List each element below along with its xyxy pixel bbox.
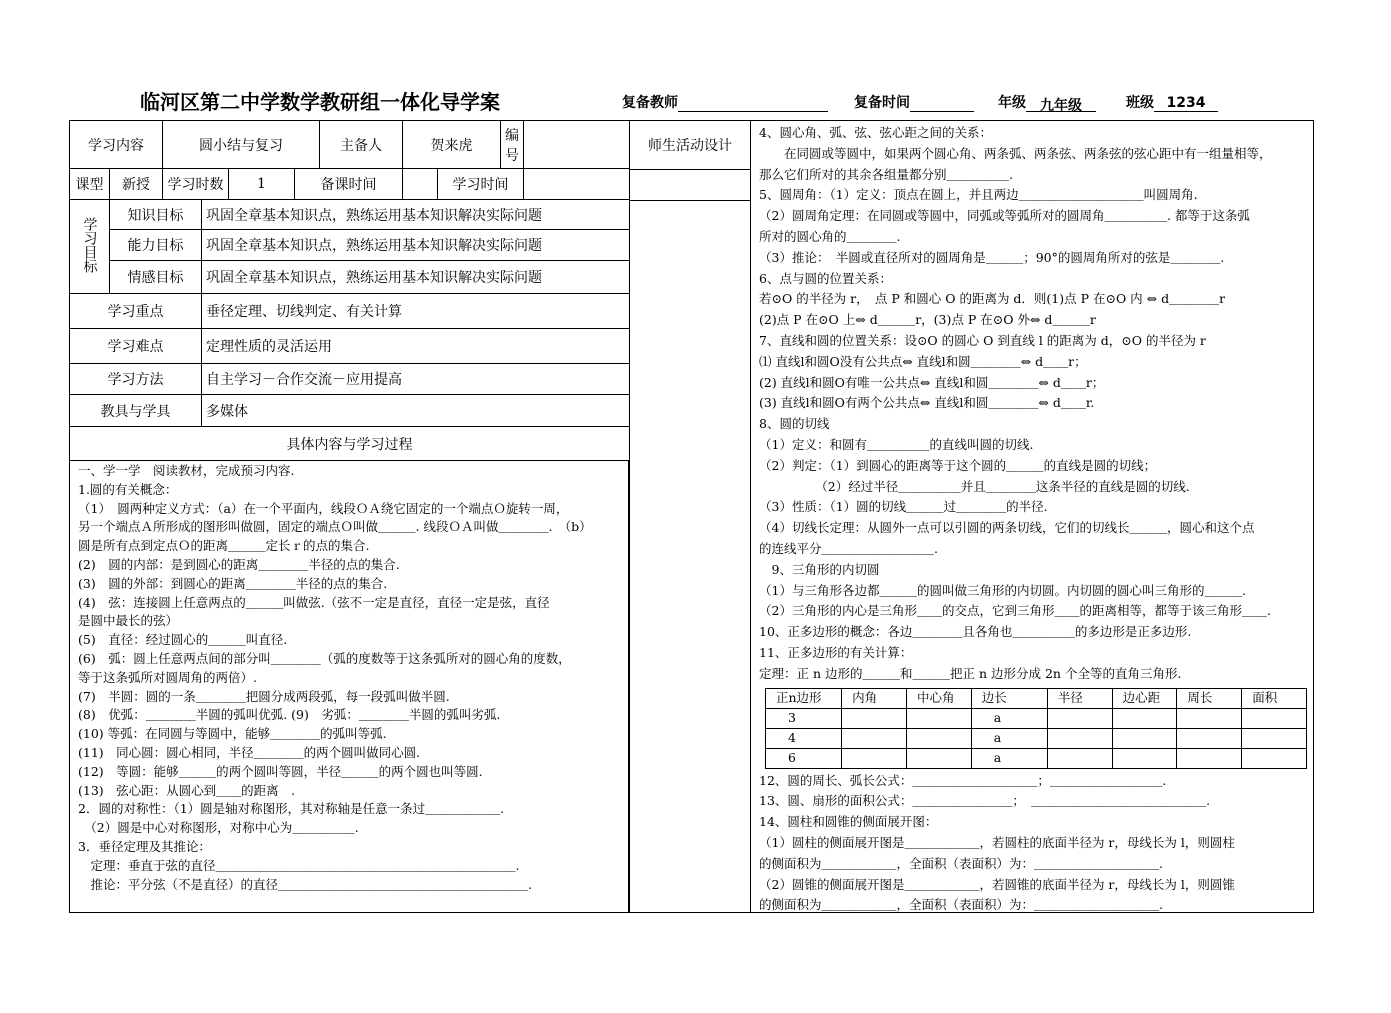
study-time-value[interactable] (524, 169, 630, 200)
class-value[interactable]: 1234 (1154, 95, 1218, 112)
grade-field (998, 92, 1096, 112)
poly-cell[interactable] (906, 728, 971, 748)
content-line: （2）圆是中心对称图形，对称中心为＿＿＿＿＿. (78, 820, 359, 836)
content-line: （2）经过半径＿＿＿＿＿并且＿＿＿＿这条半径的直线是圆的切线. (759, 478, 1190, 494)
content-line: (6) 弧：圆上任意两点间的部分叫＿＿＿＿（弧的度数等于这条弧所对的圆心角的度数， (78, 650, 571, 666)
poly-cell[interactable] (1112, 708, 1177, 728)
ability-value: 巩固全章基本知识点，熟练运用基本知识解决实际问题 (202, 230, 630, 261)
content-line: （2）三角形的内心是三角形＿＿的交点，它到三角形＿＿的距离相等，都等于该三角形＿＿. (759, 603, 1271, 619)
method-label: 学习方法 (70, 364, 202, 395)
page-title: 临河区第二中学数学教研组一体化导学案 (140, 90, 500, 114)
content-line: 1.圆的有关概念： (78, 481, 178, 497)
poly-cell[interactable] (1047, 748, 1112, 768)
content-line: (4) 弦：连接圆上任意两点的＿＿＿叫做弦.（弦不一定是直径，直径一定是弦，直径 (78, 594, 550, 610)
content-line: 若⊙O 的半径为 r， 点 P 和圆心 O 的距离为 d．则(1)点 P 在⊙O 内 ⇔ d＿＿＿＿r (759, 291, 1226, 307)
poly-header: 正n边形 (766, 688, 842, 708)
content-line: 另一个端点Ａ所形成的图形叫做圆，固定的端点Ｏ叫做＿＿＿. 线段ＯＡ叫做＿＿＿＿. （b） (78, 519, 592, 535)
polygon-table (765, 688, 1307, 769)
content-line: (2) 直线l和圆O有唯一公共点⇔ 直线l和圆＿＿＿＿⇔ d＿＿r； (759, 374, 1105, 390)
prep-time-label: 备课时间 (295, 169, 403, 200)
prep-time-value[interactable] (403, 169, 438, 200)
content-line: （3）推论： 半圆或直径所对的圆周角是＿＿＿；90°的圆周角所对的弦是＿＿＿＿. (759, 249, 1225, 265)
content-line: 推论：平分弦（不是直径）的直径＿＿＿＿＿＿＿＿＿＿＿＿＿＿＿＿＿＿＿＿. (78, 876, 532, 892)
content-line: 等于这条弧所对圆周角的两倍）. (78, 669, 257, 685)
content-line: （1） 圆两种定义方式：（a）在一个平面内，线段ＯＡ绕它固定的一个端点Ｏ旋转一周， (78, 500, 569, 516)
review-teacher-value[interactable] (678, 95, 828, 112)
content-line: (3) 直线l和圆O有两个公共点⇔ 直线l和圆＿＿＿＿⇔ d＿＿r. (759, 395, 1095, 411)
goals-label: 学习目标 (70, 200, 110, 294)
hours-label: 学习时数 (163, 169, 229, 200)
content-line: ⑴ 直线l和圆O没有公共点⇔ 直线l和圆＿＿＿＿⇔ d＿＿r； (759, 353, 1087, 369)
difficult-label: 学习难点 (70, 329, 202, 364)
content-line: （3）性质：（1）圆的切线＿＿＿过＿＿＿＿的半径. (759, 499, 1048, 515)
poly-cell[interactable] (842, 708, 907, 728)
method-value: 自主学习－合作交流－应用提高 (202, 364, 630, 395)
content-line: 9、三角形的内切圆 (759, 561, 880, 577)
poly-header: 半径 (1047, 688, 1112, 708)
content-value: 圆小结与复习 (163, 121, 320, 169)
poly-cell: a (971, 728, 1047, 748)
content-line: 圆是所有点到定点Ｏ的距离＿＿＿定长ｒ的点的集合. (78, 538, 370, 554)
poly-cell[interactable] (906, 748, 971, 768)
poly-cell[interactable] (1112, 728, 1177, 748)
content-line: （2）圆锥的侧面展开图是＿＿＿＿＿＿，若圆锥的底面半径为 r，母线长为 l，则圆锥 (759, 876, 1235, 892)
poly-cell: a (971, 748, 1047, 768)
review-time-field (854, 92, 974, 112)
review-teacher-field (622, 92, 828, 112)
poly-cell[interactable] (1242, 728, 1307, 748)
content-line: 3．垂径定理及其推论： (78, 838, 211, 854)
poly-cell[interactable] (1242, 748, 1307, 768)
tools-label: 教具与学具 (70, 395, 202, 427)
content-line: 定理：正 n 边形的＿＿＿和＿＿＿把正 n 边形分成 2n 个全等的直角三角形. (759, 665, 1182, 681)
poly-cell[interactable] (1112, 748, 1177, 768)
activity-column (629, 120, 751, 913)
preparer-value: 贺来虎 (403, 121, 501, 169)
knowledge-label: 知识目标 (110, 200, 202, 230)
right-bottom-lines (759, 771, 1307, 917)
poly-cell[interactable] (1242, 708, 1307, 728)
content-line: 6、点与圆的位置关系： (759, 270, 892, 286)
content-line: 11、正多边形的有关计算： (759, 644, 913, 660)
content-line: (5) 直径：经过圆心的＿＿＿叫直径. (78, 632, 288, 648)
content-line: 2．圆的对称性：（1）圆是轴对称图形，其对称轴是任意一条过＿＿＿＿＿＿. (78, 801, 505, 817)
class-label: 班级 (1126, 95, 1154, 111)
difficult-value: 定理性质的灵活运用 (202, 329, 630, 364)
type-label: 课型 (70, 169, 110, 200)
grade-label: 年级 (998, 95, 1026, 111)
ability-label: 能力目标 (110, 230, 202, 261)
content-line: 10、正多边形的概念：各边＿＿＿＿且各角也＿＿＿＿＿的多边形是正多边形. (759, 624, 1192, 640)
poly-cell: 6 (766, 748, 842, 768)
content-line: 的侧面积为＿＿＿＿＿＿，全面积（表面积）为：＿＿＿＿＿＿＿＿＿＿. (759, 855, 1163, 871)
info-table (69, 120, 630, 461)
study-content-left (69, 460, 629, 913)
review-teacher-label: 复备教师 (622, 95, 678, 111)
content-line: （1）圆柱的侧面展开图是＿＿＿＿＿＿，若圆柱的底面半径为 r，母线长为 l，则圆柱 (759, 834, 1235, 850)
content-line: 所对的圆心角的＿＿＿＿. (759, 228, 901, 244)
content-line: （1）与三角形各边都＿＿＿的圆叫做三角形的内切圆。内切圆的圆心叫三角形的＿＿＿. (759, 582, 1246, 598)
content-line: （4）切线长定理：从圆外一点可以引圆的两条切线，它们的切线长＿＿＿，圆心和这个点 (759, 520, 1255, 536)
preparer-label: 主备人 (320, 121, 403, 169)
content-line: 的连线平分＿＿＿＿＿＿＿＿＿. (759, 540, 938, 556)
poly-cell[interactable] (1047, 708, 1112, 728)
poly-cell: 3 (766, 708, 842, 728)
content-line: (8) 优弧：＿＿＿＿半圆的弧叫优弧. (9) 劣弧：＿＿＿＿半圆的弧叫劣弧. (78, 707, 501, 723)
content-line: (11) 同心圆：圆心相同，半径＿＿＿＿的两个圆叫做同心圆. (78, 744, 421, 760)
content-line: (13) 弦心距：从圆心到＿＿的距离 . (78, 782, 296, 798)
content-line: (10) 等弧：在同圆与等圆中，能够＿＿＿＿的弧叫等弧. (78, 726, 387, 742)
number-label: 编号 (501, 121, 524, 169)
content-line: 7、直线和圆的位置关系：设⊙O 的圆心 O 到直线 l 的距离为 d，⊙O 的半径为 r (759, 332, 1206, 348)
content-line: （2）判定：（1）到圆心的距离等于这个圆的＿＿＿的直线是圆的切线； (759, 457, 1157, 473)
poly-header: 面积 (1242, 688, 1307, 708)
table-row (766, 748, 1307, 768)
content-line: 的侧面积为＿＿＿＿＿＿，全面积（表面积）为：＿＿＿＿＿＿＿＿＿＿. (759, 897, 1163, 913)
right-top-lines (759, 123, 1307, 685)
class-field (1126, 92, 1218, 112)
activity-cell-2 (630, 170, 750, 201)
content-line: 是圆中最长的弦） (78, 613, 179, 629)
key-value: 垂径定理、切线判定、有关计算 (202, 294, 630, 329)
content-line: 4、圆心角、弧、弦、弦心距之间的关系： (759, 125, 992, 140)
key-label: 学习重点 (70, 294, 202, 329)
poly-header: 内角 (842, 688, 907, 708)
type-value: 新授 (110, 169, 163, 200)
content-line: (2)点 P 在⊙O 上⇔ d＿＿＿r，(3)点 P 在⊙O 外⇔ d＿＿＿r (759, 312, 1096, 328)
emotion-label: 情感目标 (110, 261, 202, 294)
poly-cell[interactable] (1177, 748, 1242, 768)
process-heading: 具体内容与学习过程 (70, 427, 630, 461)
content-label: 学习内容 (70, 121, 163, 169)
number-value[interactable] (524, 121, 630, 169)
content-line: 14、圆柱和圆锥的侧面展开图： (759, 814, 938, 830)
emotion-value: 巩固全章基本知识点，熟练运用基本知识解决实际问题 (202, 261, 630, 294)
content-line: (2) 圆的内部：是到圆心的距离＿＿＿＿半径的点的集合. (78, 556, 400, 572)
poly-header: 边心距 (1112, 688, 1177, 708)
poly-cell: 4 (766, 728, 842, 748)
review-time-label: 复备时间 (854, 95, 910, 111)
content-line: 5、圆周角：（1）定义：顶点在圆上，并且两边＿＿＿＿＿＿＿＿＿＿叫圆周角. (759, 187, 1198, 203)
content-line: 定理：垂直于弦的直径＿＿＿＿＿＿＿＿＿＿＿＿＿＿＿＿＿＿＿＿＿＿＿＿. (78, 857, 520, 873)
poly-header: 边长 (971, 688, 1047, 708)
poly-cell[interactable] (842, 728, 907, 748)
content-line: 一、学一学 阅读教材，完成预习内容. (78, 463, 295, 478)
poly-cell[interactable] (906, 708, 971, 728)
poly-cell[interactable] (1177, 728, 1242, 748)
content-line: 8、圆的切线 (759, 416, 830, 432)
content-line: (7) 半圆：圆的一条＿＿＿＿把圆分成两段弧，每一段弧叫做半圆. (78, 688, 450, 704)
study-content-right (751, 120, 1314, 913)
content-line: 在同圆或等圆中，如果两个圆心角、两条弧、两条弦、两条弦的弦心距中有一组量相等， (759, 145, 1272, 161)
content-line: (3) 圆的外部：到圆心的距离＿＿＿＿半径的点的集合. (78, 575, 388, 591)
content-line: （2）圆周角定理：在同圆或等圆中，同弧或等弧所对的圆周角＿＿＿＿＿. 都等于这条弧 (759, 208, 1250, 224)
activity-heading: 师生活动设计 (630, 121, 750, 170)
table-row (766, 728, 1307, 748)
poly-cell[interactable] (842, 748, 907, 768)
grade-value[interactable]: 九年级 (1026, 95, 1096, 112)
poly-cell[interactable] (1047, 728, 1112, 748)
study-time-label: 学习时间 (438, 169, 524, 200)
poly-cell[interactable] (1177, 708, 1242, 728)
review-time-value[interactable] (910, 95, 974, 112)
poly-header: 中心角 (906, 688, 971, 708)
content-line: 那么它们所对的其余各组量都分别＿＿＿＿＿. (759, 166, 1013, 182)
content-line: 13、圆、扇形的面积公式：＿＿＿＿＿＿＿＿； ＿＿＿＿＿＿＿＿＿＿＿＿＿＿. (759, 793, 1211, 809)
table-row (766, 708, 1307, 728)
hours-value: 1 (229, 169, 295, 200)
content-line: (12) 等圆：能够＿＿＿的两个圆叫等圆，半径＿＿＿的两个圆也叫等圆. (78, 763, 483, 779)
tools-value: 多媒体 (202, 395, 630, 427)
poly-header: 周长 (1177, 688, 1242, 708)
content-line: （1）定义：和圆有＿＿＿＿＿的直线叫圆的切线. (759, 436, 1034, 452)
knowledge-value: 巩固全章基本知识点，熟练运用基本知识解决实际问题 (202, 200, 630, 230)
poly-cell: a (971, 708, 1047, 728)
content-line: 12、圆的周长、弧长公式：＿＿＿＿＿＿＿＿＿＿；＿＿＿＿＿＿＿＿＿. (759, 772, 1167, 788)
